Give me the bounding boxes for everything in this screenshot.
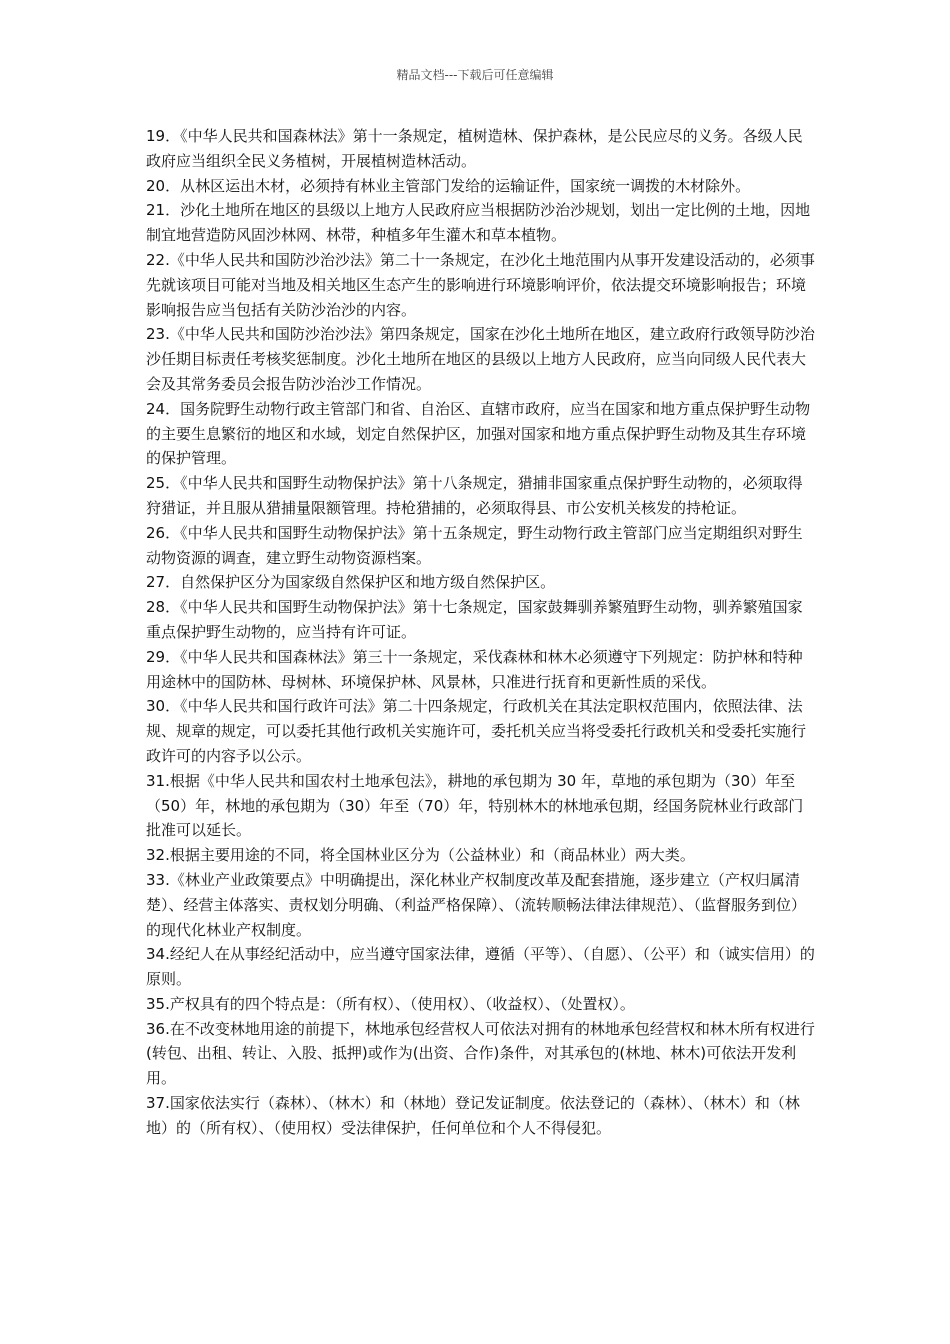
paragraph-20: 20．从林区运出木材，必须持有林业主管部门发给的运输证件，国家统一调拨的木材除外。	[146, 176, 751, 195]
paragraph-21: 21．沙化土地所在地区的县级以上地方人民政府应当根据防沙治沙规划，划出一定比例的土地，因地制宜地营造防风固沙林网、林带，种植多年生灌木和草本植物。	[146, 201, 811, 245]
paragraph-24: 24．国务院野生动物行政主管部门和省、自治区、直辖市政府，应当在国家和地方重点保护野生动物的主要生息繁衍的地区和水域，划定自然保护区，加强对国家和地方重点保护野生动物及其生存环境的保护管理。	[146, 399, 811, 468]
paragraph-19: 19．《中华人民共和国森林法》第十一条规定，植树造林、保护森林，是公民应尽的义务。各级人民政府应当组织全民义务植树，开展植树造林活动。	[146, 127, 803, 170]
paragraph-33: 33.《林业产业政策要点》中明确提出，深化林业产权制度改革及配套措施，逐步建立（产权归属清楚）、经营主体落实、责权划分明确、（利益严格保障）、（流转顺畅法律法律规范）、（监督服务到位）的现代化林业产权制度。	[146, 870, 807, 939]
paragraph-30: 30．《中华人民共和国行政许可法》第二十四条规定，行政机关在其法定职权范围内，依照法律、法规、规章的规定，可以委托其他行政机关实施许可，委托机关应当将受委托行政机关和受委托实施行政许可的内容予以公示。	[146, 697, 807, 765]
paragraph-29: 29．《中华人民共和国森林法》第三十一条规定，采伐森林和林木必须遵守下列规定：防护林和特种用途林中的国防林、母树林、环境保护林、风景林，只准进行抚育和更新性质的采伐。	[146, 647, 803, 691]
paragraph-28: 28．《中华人民共和国野生动物保护法》第十七条规定，国家鼓舞驯养繁殖野生动物，驯养繁殖国家重点保护野生动物的，应当持有许可证。	[146, 598, 803, 641]
paragraph-22: 22.《中华人民共和国防沙治沙法》第二十一条规定，在沙化土地范围内从事开发建设活动的，必须事先就该项目可能对当地及相关地区生态产生的影响进行环境影响评价，依法提交环境影响报告；环境影响报告应当包括有关防沙治沙的内容。	[146, 250, 815, 319]
paragraph-35: 35.产权具有的四个特点是：（所有权）、（使用权）、（收益权）、（处置权）。	[146, 994, 635, 1013]
paragraph-26: 26．《中华人民共和国野生动物保护法》第十五条规定，野生动物行政主管部门应当定期组织对野生动物资源的调查，建立野生动物资源档案。	[146, 523, 803, 567]
paragraph-23: 23.《中华人民共和国防沙治沙法》第四条规定，国家在沙化土地所在地区，建立政府行政领导防沙治沙任期目标责任考核奖惩制度。沙化土地所在地区的县级以上地方人民政府，应当向同级人民代表大会及其常务委员会报告防沙治沙工作情况。	[146, 325, 815, 393]
paragraph-36: 36.在不改变林地用途的前提下，林地承包经营权人可依法对拥有的林地承包经营权和林木所有权进行(转包、出租、转让、入股、抵押)或作为(出资、合作)条件，对其承包的(林地、林木)可依法开发利用。	[146, 1019, 815, 1088]
paragraph-31: 31.根据《中华人民共和国农村土地承包法》，耕地的承包期为 30 年，草地的承包期为（30）年至（50）年，林地的承包期为（30）年至（70）年，特别林木的林地承包期，经国务院林业行政部门批准可以延长。	[146, 771, 804, 840]
paragraph-25: 25．《中华人民共和国野生动物保护法》第十八条规定，猎捕非国家重点保护野生动物的，必须取得狩猎证，并且服从猎捕量限额管理。持枪猎捕的，必须取得县、市公安机关核发的持枪证。	[146, 474, 803, 517]
paragraph-32: 32.根据主要用途的不同，将全国林业区分为（公益林业）和（商品林业）两大类。	[146, 846, 695, 865]
paragraph-34: 34.经纪人在从事经纪活动中，应当遵守国家法律，遵循（平等）、（自愿）、（公平）和（诚实信用）的原则。	[146, 945, 815, 989]
paragraph-37: 37.国家依法实行（森林）、（林木）和（林地）登记发证制度。依法登记的（森林）、（林木）和（林地）的（所有权）、（使用权）受法律保护，任何单位和个人不得侵犯。	[146, 1094, 800, 1137]
document-body	[146, 124, 816, 1141]
paragraph-27: 27．自然保护区分为国家级自然保护区和地方级自然保护区。	[146, 573, 556, 592]
page-header: 精品文档---下载后可任意编辑	[396, 68, 554, 82]
